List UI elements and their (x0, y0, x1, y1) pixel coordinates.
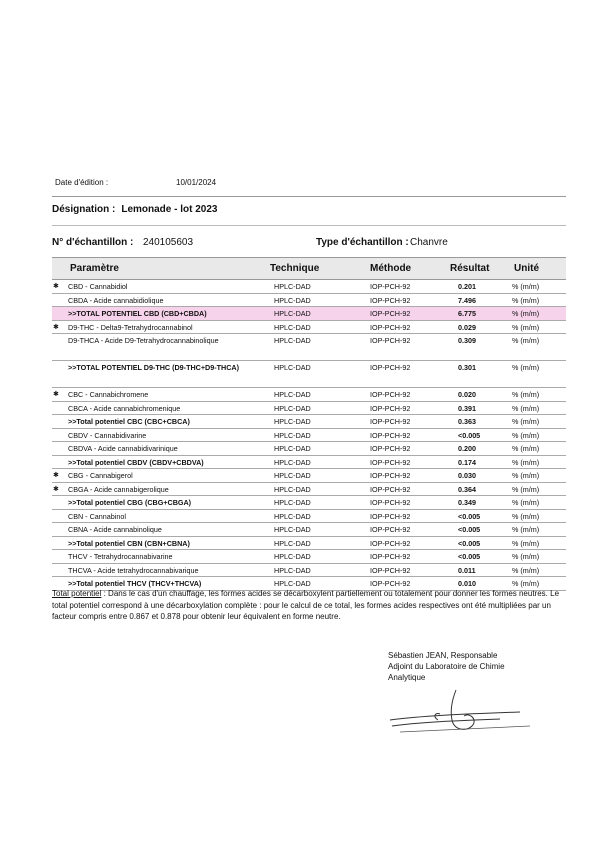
row-unit: % (m/m) (512, 390, 540, 399)
header-method: Méthode (370, 263, 412, 274)
row-unit: % (m/m) (512, 579, 540, 588)
sample-number-label: N° d'échantillon : (52, 237, 134, 248)
signatory-block (388, 650, 558, 683)
row-result: <0.005 (458, 552, 481, 561)
row-technique: HPLC-DAD (274, 322, 311, 332)
edition-date-value: 10/01/2024 (176, 178, 217, 187)
row-result: 0.020 (458, 390, 476, 399)
signatory-line: Sébastien JEAN, Responsable (388, 651, 498, 660)
row-unit: % (m/m) (512, 363, 540, 372)
sample-type-value: Chanvre (410, 237, 448, 248)
row-parameter: >>Total potentiel CBC (CBC+CBCA) (68, 417, 190, 426)
row-result: <0.005 (458, 511, 481, 521)
table-row (52, 442, 566, 456)
row-result: 0.174 (458, 457, 476, 467)
row-parameter: CBDVA - Acide cannabidivarinique (68, 444, 178, 453)
row-accreditation-mark: ✱ (53, 472, 59, 479)
table-row (52, 483, 566, 497)
row-parameter: CBN - Cannabinol (68, 511, 126, 521)
row-technique: HPLC-DAD (274, 417, 311, 426)
table-row (52, 469, 566, 483)
signatory-line: Analytique (388, 673, 426, 682)
table-row (52, 334, 566, 361)
row-parameter: THCVA - Acide tetrahydrocannabivarique (68, 565, 199, 575)
table-row (52, 307, 566, 321)
row-accreditation-mark: ✱ (53, 323, 59, 331)
row-unit: % (m/m) (512, 552, 540, 561)
row-parameter: CBC - Cannabichromene (68, 390, 149, 399)
sample-number-value: 240105603 (143, 237, 194, 248)
note-label: Total potentiel (52, 589, 102, 598)
note-text: : Dans le cas d'un chauffage, les formes acides se décarboxylent partiellement ou totalement pour donner les formes neutres. Le total potentiel correspond à une décarboxylation complète : pour le calcul de ce total, les formes acides respectives ont été multipliées par un facteur compris entre 0.867 et 0.878 pour obtenir leur équivalent en forme neutre. (52, 589, 560, 621)
row-technique: HPLC-DAD (274, 525, 311, 534)
table-row (52, 510, 566, 524)
row-unit: % (m/m) (512, 282, 540, 291)
row-method: IOP-PCH-92 (370, 322, 411, 332)
total-potential-note (52, 588, 568, 623)
row-result: 7.496 (458, 295, 476, 305)
row-parameter: >>Total potentiel CBG (CBG+CBGA) (68, 498, 192, 507)
table-row (52, 415, 566, 429)
row-parameter: THCV - Tetrahydrocannabivarine (68, 552, 173, 561)
row-unit: % (m/m) (512, 457, 540, 467)
row-method: IOP-PCH-92 (370, 336, 411, 345)
sample-type-label: Type d'échantillon : (316, 237, 409, 248)
row-unit: % (m/m) (512, 525, 540, 534)
row-technique: HPLC-DAD (274, 309, 311, 318)
row-technique: HPLC-DAD (274, 538, 311, 548)
row-result: 0.010 (458, 579, 476, 588)
row-technique: HPLC-DAD (274, 511, 311, 521)
row-method: IOP-PCH-92 (370, 565, 411, 575)
row-method: IOP-PCH-92 (370, 430, 411, 440)
row-result: 0.011 (458, 565, 476, 575)
table-body (52, 280, 566, 591)
row-unit: % (m/m) (512, 471, 540, 480)
row-unit: % (m/m) (512, 498, 540, 507)
row-result: 0.301 (458, 363, 476, 372)
table-row (52, 294, 566, 308)
table-row (52, 388, 566, 402)
row-method: IOP-PCH-92 (370, 484, 411, 494)
row-result: 0.029 (458, 322, 476, 332)
table-row (52, 564, 566, 578)
row-technique: HPLC-DAD (274, 457, 311, 467)
row-parameter: >>Total potentiel THCV (THCV+THCVA) (68, 579, 202, 588)
edition-date-label: Date d'édition : (55, 178, 109, 187)
row-method: IOP-PCH-92 (370, 295, 411, 305)
row-unit: % (m/m) (512, 511, 540, 521)
table-row (52, 321, 566, 335)
divider (52, 225, 566, 226)
row-technique: HPLC-DAD (274, 363, 311, 372)
designation-label: Désignation : (52, 204, 116, 215)
row-unit: % (m/m) (512, 322, 540, 332)
handwritten-signature (380, 686, 540, 746)
row-method: IOP-PCH-92 (370, 525, 411, 534)
row-technique: HPLC-DAD (274, 498, 311, 507)
row-method: IOP-PCH-92 (370, 363, 411, 372)
row-result: <0.005 (458, 525, 481, 534)
row-unit: % (m/m) (512, 309, 540, 318)
row-result: 0.200 (458, 444, 476, 453)
designation-value: Lemonade - lot 2023 (121, 204, 218, 215)
row-method: IOP-PCH-92 (370, 390, 411, 399)
row-parameter: D9-THC - Delta9-Tetrahydrocannabinol (68, 322, 193, 332)
row-technique: HPLC-DAD (274, 484, 311, 494)
row-unit: % (m/m) (512, 417, 540, 426)
row-parameter: CBDA - Acide cannabidiolique (68, 295, 164, 305)
row-method: IOP-PCH-92 (370, 403, 411, 413)
row-parameter: CBD - Cannabidiol (68, 282, 128, 291)
row-unit: % (m/m) (512, 538, 540, 548)
designation (52, 204, 217, 215)
table-row (52, 429, 566, 443)
row-result: 0.363 (458, 417, 476, 426)
row-technique: HPLC-DAD (274, 430, 311, 440)
row-result: <0.005 (458, 430, 481, 440)
row-parameter: CBNA - Acide cannabinolique (68, 525, 162, 534)
row-unit: % (m/m) (512, 444, 540, 453)
row-parameter: >>Total potentiel CBN (CBN+CBNA) (68, 538, 190, 548)
row-technique: HPLC-DAD (274, 390, 311, 399)
row-result: 6.775 (458, 309, 476, 318)
row-method: IOP-PCH-92 (370, 444, 411, 453)
row-result: <0.005 (458, 538, 481, 548)
row-method: IOP-PCH-92 (370, 498, 411, 507)
row-result: 0.309 (458, 336, 476, 345)
table-row (52, 361, 566, 388)
row-technique: HPLC-DAD (274, 295, 311, 305)
row-method: IOP-PCH-92 (370, 309, 411, 318)
table-row (52, 280, 566, 294)
row-parameter: CBDV - Cannabidivarine (68, 430, 147, 440)
table-header (52, 257, 566, 280)
row-result: 0.349 (458, 498, 476, 507)
table-row (52, 523, 566, 537)
header-param: Paramètre (70, 263, 119, 274)
row-technique: HPLC-DAD (274, 565, 311, 575)
row-technique: HPLC-DAD (274, 552, 311, 561)
row-technique: HPLC-DAD (274, 471, 311, 480)
row-method: IOP-PCH-92 (370, 579, 411, 588)
results-table (52, 257, 566, 591)
row-parameter: CBGA - Acide cannabigerolique (68, 484, 169, 494)
divider (52, 196, 566, 197)
row-method: IOP-PCH-92 (370, 417, 411, 426)
row-technique: HPLC-DAD (274, 282, 311, 291)
row-unit: % (m/m) (512, 484, 540, 494)
table-row (52, 496, 566, 510)
row-accreditation-mark: ✱ (53, 283, 59, 290)
header-result: Résultat (450, 263, 490, 274)
row-technique: HPLC-DAD (274, 444, 311, 453)
row-parameter: CBCA - Acide cannabichromenique (68, 403, 181, 413)
row-result: 0.201 (458, 282, 476, 291)
row-accreditation-mark: ✱ (53, 391, 59, 398)
row-technique: HPLC-DAD (274, 336, 311, 345)
header-technique: Technique (270, 263, 320, 274)
row-result: 0.364 (458, 484, 476, 494)
row-result: 0.030 (458, 471, 476, 480)
row-parameter: CBG - Cannabigerol (68, 471, 133, 480)
row-technique: HPLC-DAD (274, 403, 311, 413)
row-accreditation-mark: ✱ (53, 485, 59, 493)
row-method: IOP-PCH-92 (370, 282, 411, 291)
row-parameter: >>TOTAL POTENTIEL CBD (CBD+CBDA) (68, 309, 207, 318)
row-method: IOP-PCH-92 (370, 511, 411, 521)
table-row (52, 456, 566, 470)
row-method: IOP-PCH-92 (370, 552, 411, 561)
row-unit: % (m/m) (512, 430, 540, 440)
signatory-line: Adjoint du Laboratoire de Chimie (388, 662, 505, 671)
row-method: IOP-PCH-92 (370, 457, 411, 467)
row-result: 0.391 (458, 403, 476, 413)
table-row (52, 537, 566, 551)
row-unit: % (m/m) (512, 565, 540, 575)
table-row (52, 550, 566, 564)
row-parameter: D9-THCA - Acide D9-Tetrahydrocannabinolique (68, 336, 219, 345)
table-row (52, 402, 566, 416)
row-unit: % (m/m) (512, 403, 540, 413)
row-technique: HPLC-DAD (274, 579, 311, 588)
row-method: IOP-PCH-92 (370, 538, 411, 548)
row-method: IOP-PCH-92 (370, 471, 411, 480)
row-parameter: >>TOTAL POTENTIEL D9-THC (D9-THC+D9-THCA) (68, 363, 239, 372)
header-unit: Unité (514, 263, 539, 274)
row-unit: % (m/m) (512, 336, 540, 345)
row-unit: % (m/m) (512, 295, 540, 305)
row-parameter: >>Total potentiel CBDV (CBDV+CBDVA) (68, 457, 204, 467)
